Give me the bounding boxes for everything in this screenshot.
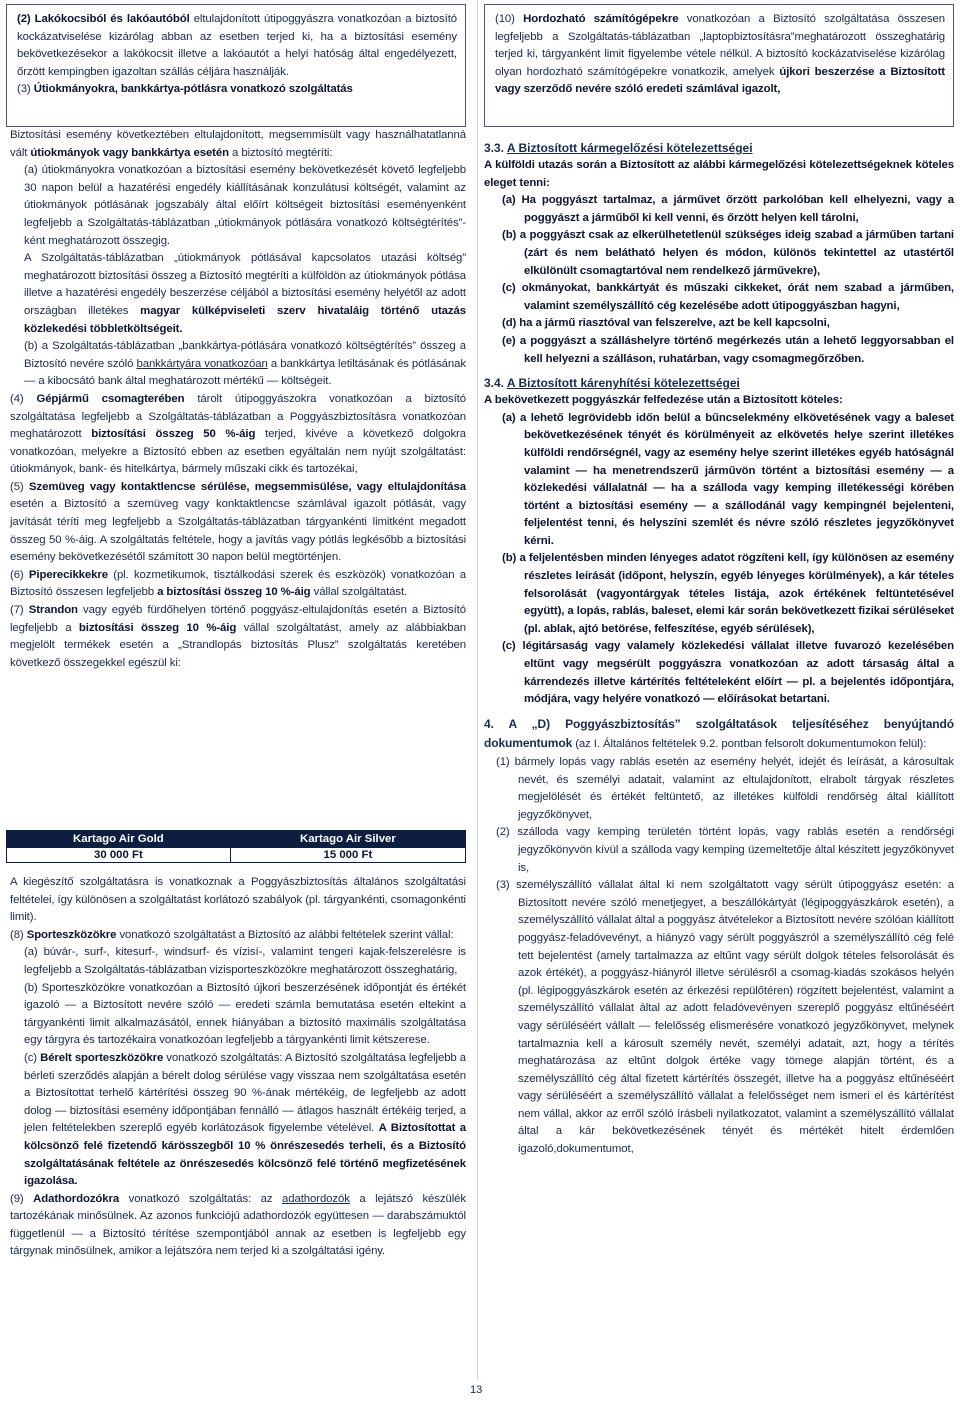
section-3-body [6,127,466,672]
section-4-item: (2) szálloda vagy kemping területén történt lopás, vagy rablás esetén a rendőrségi jegyzőkönyvön kívül a szálloda vagy kemping üzemeltetője által készített jegyzőkönyvet is, [496,826,954,874]
section-3-3-item: (b) a poggyászt csak az elkerülhetetlenül szükséges ideig szabad a járműben tartani (zárt és nem belátható helyen és módon, különös tekintettel az utastértől elkülönült csomagtartóval nem rendelkező járművekre), [502,229,954,277]
paragraph-8a: (a) búvár-, surf-, kitesurf-, windsurf- és vízisí-, valamint tengeri kajak-felszerelésre is legfeljebb a Szolgáltatás-táblázatban vizisporteszközökre meghatározott összeghatárig, [24,946,466,976]
paragraph-4: (4) Gépjármű csomagterében tárolt útipoggyászokra vonatkozóan a biztosító szolgáltatása legfeljebb a Szolgáltatás-táblázatban a Poggyászbiztosításra vonatkozóan meghatározott biztosítási összeg 50 %-áig terjed, kivéve a következő dolgokra vonatkozóan, melyekre a Biztosító ebben az esetben egyáltalán nem nyújt szolgáltatást: útiokmányok, bank- és hitelkártya, bármely műszaki cikk és tartozékai, [10,392,466,476]
page-number: 13 [470,1384,483,1396]
section-3-3-item: (e) a poggyászt a szálláshelyre történő megérkezés után a lehető leggyorsabban el kell helyezni a szálláson, ruhatárban, vagy csomagmegőrzőben. [502,334,954,365]
section-3-4-intro: A bekövetkezett poggyászkár felfedezése után a Biztosított köteles: [484,394,843,407]
kartago-table [6,830,466,863]
paragraph-10: (10) Hordozható számítógépekre vonatkozóan a Biztosító szolgáltatása összesen legfeljebb a Szolgáltatás-táblázatban „laptopbiztosításra”meghatározott összeghatárig terjed ki, tárgyanként limit figyelembe vétele nélkül. A biztosító kockázatviselése kizárólag olyan hordozható számítógépekre vonatkozik, amelyek újkori beszerzése a Biztosított vagy szerződő nevére szóló eredeti számlával igazolt, [495,13,945,96]
section-3-4-item: (c) légitársaság vagy valamely közlekedési vállalat illetve fuvarozó kezelésében eltűnt vagy megsérült poggyászra vonatkozóan az adott társaság által a kárrendezés illetve kártérítés feltételeként előírt — pl. a bejelentés időpontjára, módjára, vagy helyére vonatkozó — előírásokat betartani. [502,640,954,706]
column-divider [477,0,478,1380]
kartago-gold-value: 30 000 Ft [7,848,231,863]
section-3-3-item: (a) Ha poggyászt tartalmaz, a járművet őrzött parkolóban kell elhelyezni, vagy a poggyászt a járműből ki kell venni, és őrzött helyen kell tárolni, [502,194,954,224]
paragraph-6: (6) Piperecikkekre (pl. kozmetikumok, tisztálkodási szerek és eszközök) vonatkozóan a Biztosító összesen legfeljebb a biztosítási összeg 10 %-áig vállal szolgáltatást. [10,568,466,599]
paragraph-3-heading: Útiokmányokra, bankkártya-pótlásra vonatkozó szolgáltatás [33,83,353,96]
paragraph-2-text: eltulajdonított útipoggyászra vonatkozóan a biztosító kockázatviselése kizárólag abban az esetben terjed ki, ha a biztosítási esemény bekövetkezésekor a lakókocsit illetve a lakóautót a helyi hatóság által engedélyezett, őrzött kempingben igazoltan szállás céljára használják. [17,13,457,78]
paragraph-3a: (a) útiokmányokra vonatkozóan a biztosítási esemény bekövetkezését követő legfeljebb 30 napon belül a hazatérési engedély kiállításának konzulátusi költségét, valamint az útiokmányok pótlásának jogszabály által előírt költségeit biztosítási eseményenként legfeljebb a Szolgáltatás-táblázatban „útiokmányok pótlására vonatkozó költségtérítés”- ként meghatározott összegig. [24,164,466,247]
section-3-4-item: (b) a feljelentésben minden lényeges adatot rögzíteni kell, így különösen az esemény részletes leírását (időpont, helyszín, egyéb lényeges körülmények), a kár tételes felsorolását (vagyontárgyak tételes listája, azok értékének feltüntetésével együtt), a lopás, rablás, baleset, elemi kár során bekövetkezett fizikai sérüléseket (pl. ablak, ajtó betörése, felfeszítése, egyéb sérülések), [502,552,954,635]
section-3-3 [484,139,954,1159]
section-3-3-heading: 3.3. A Biztosított kármegelőzési kötelezettségei [484,141,753,155]
paragraph-2-label: (2) Lakókocsiból és lakóautóból [17,13,190,25]
paragraph-3-text: Biztosítási esemény következtében eltulajdonított, megsemmisült vagy használhatatlanná vált útiokmányok vagy bankkártya esetén a biztosító megtéríti: [10,129,466,159]
paragraph-7b: A kiegészítő szolgáltatásra is vonatkoznak a Poggyászbiztosítás általános szolgáltatási feltételei, így különösen a szolgáltatást korlátozó szabályok (pl. tárgyankénti, csomagonkénti limit). [10,876,466,924]
section-2-box [6,4,466,127]
section-4-heading: 4. A „D) Poggyászbiztosítás” szolgáltatások teljesítéséhez benyújtandó dokumentumok (az I. Általános feltételek 9.2. pontban felsorolt dokumentumokon felül): [484,716,954,751]
section-3-3-item: (d) ha a jármű riasztóval van felszerelve, azt be kell kapcsolni, [502,317,830,330]
paragraph-7: (7) Strandon vagy egyéb fürdőhelyen történő poggyász-eltulajdonítás esetén a Biztosító legfeljebb a biztosítási összeg 10 %-áig vállal szolgáltatást, amely az alábbiakban megjelölt termékek esetén a „Strandlopás biztosítás Plusz” szolgáltatás keretében következő összegekkel egészül ki: [10,604,466,669]
section-4-item: (3) személyszállító vállalat által ki nem szolgáltatott vagy sérült útipoggyász esetén: a Biztosított nevére szóló menetjegyet, a beszállókártyát (légipoggyászkárok esetén), a személyszállító vállalat által a poggyász átvételekor a Biztosított nevére szólóan kiállított poggyász-feladóvevényt, a hiányzó vagy sérült poggyászról a személyszállító cég felé tett bejelentést (amely tartalmazza az eltűnt vagy sérült dolgok tételes felsorolását és azok értékét), a poggyász-hiányról illetve sérülésről a csomag-kiadás szokásos helyén (pl. légipoggyászkárok esetén az érkezési repülőtéren) rögzített bejelentést, valamint a személyszállító vállalat által az adott feladóvevényen szereplő poggyász eltűnéséért vagy sérüléséért vállalt — felelősség elismerésére vonatkozó jegyzőkönyvet, melynek tartalmaznia kell a károsult személy nevét, személyi adatait, azt, hogy a térítés meghatározása az eltűnt dolgok értéke vagy tömege alapján történt, és a személyszállító cég által fizetett kártérítés összegét, illetve ha a poggyász eltűnéséért vagy sérüléséért a személyszállító vállalat a felelősséget nem ismeri el és kártérítést nem vállal, akkor az erről szóló írásbeli nyilatkozatot, valamint a személyszállító vállalat által a kár bekövetkezésének tényét és mértékét hitelt érdemlően igazoló,dokumentumot, [496,879,954,1156]
section-7b-onward [6,874,466,1261]
paragraph-5: (5) Szemüveg vagy kontaktlencse sérülése, megsemmisülése, vagy eltulajdonítása esetén a Biztosító a szemüveg vagy konktaktlencse számlával igazolt pótlását, vagy javítását téríti meg legfeljebb a Szolgáltatás-táblázatban tárgyankénti limitként megadott összeg 50 %-áig. A szolgáltatás feltétele, hogy a javítás vagy pótlás legkésőbb a biztosítási esemény bekövetkezésétől számított 30 napon belül megtörténjen. [10,480,466,564]
paragraph-3 [17,81,457,99]
section-3-3-item: (c) okmányokat, bankkártyát és műszaki cikkeket, órát nem szabad a járműben, valamint személyszállító cég kezelésébe adott útipoggyászban hagyni, [502,282,954,312]
section-4-item: (1) bármely lopás vagy rablás esetén az esemény helyét, idejét és leírását, a károsultak nevét, és személyi adatait, valamint az eltulajdonított, elrabolt tárgyak részletes megjelölését és értékét feltüntető, az illetékes külföldi rendőrség által kiállított jegyzőkönyvet, [496,756,954,821]
kartago-silver-header: Kartago Air Silver [230,831,465,848]
paragraph-9: (9) Adathordozókra vonatkozó szolgáltatás: az adathordozók a lejátszó készülék tartozékának minősülnek. Az azonos funkciójú adathordozók együttesen — darabszámuktól függetlenül — a Biztosító térítése szempontjából annak az esetben is legfeljebb egy tárgynak minősülnek, amikor a lejátszóra nem terjed ki a szolgáltatási igény. [10,1192,466,1258]
paragraph-3b: (b) a Szolgáltatás-táblázatban „bankkártya-pótlására vonatkozó költségtérítés” összeg a Biztosító nevére szóló bankkártyára vonatkozóan a bankkártya letiltásának és pótlásának — a kibocsátó bank által meghatározott mértékű — költségeit. [24,340,466,388]
section-3-4-heading: 3.4. A Biztosított kárenyhítési kötelezettségei [484,376,740,391]
paragraph-2 [17,11,457,81]
paragraph-8b: (b) Sporteszközökre vonatkozóan a Biztosító újkori beszerzésének időpontját és értékét igazoló — a Biztosított nevére szóló — eredeti számla bemutatása esetén eltekint a tárgyankénti limit alkalmazásától, ennek hiányában a biztosító maximális szolgáltatása egy tárgyra és tartozékaira vonatkozóan legfeljebb a tárgyankénti limit kétszerese. [24,981,466,1047]
kartago-table-wrap [6,830,466,863]
section-3-4-item: (a) a lehető legrövidebb időn belül a bűncselekmény elkövetésének vagy a baleset bekövetkezésének tényét és körülményeit az elkövetés helye szerint illetékes külföldi rendőrségnél, vagy az esemény helye szerint illetékes egyéb hatóságnál valamint — ha menetrendszerű járművön történt a biztosítási esemény — a közlekedési vállalatnál — ha a szálloda vagy kemping illetékességi körében történt a biztosítási esemény — a szállodánál vagy kempingnél bejelenteni, feljelentést tenni, és helyszíni szemlét és névre szóló részletes jegyzőkönyvet kérni. [502,411,954,547]
paragraph-3-num: (3) [17,83,31,96]
section-3-3-intro: A külföldi utazás során a Biztosított az alábbi kármegelőzési kötelezettségeknek köteles eleget tenni: [484,159,954,189]
section-10-box [484,4,954,127]
paragraph-8c: (c) Bérelt sporteszközökre vonatkozó szolgáltatás: A Biztosító szolgáltatása legfeljebb a bérleti szerződés alapján a bérelt dolog sérülése vagy visszaa nem szolgáltatása esetén a Biztosítottat terhelő kártérítési összeg 90 %-ának mértékéig, de legfeljebb az adott dolog — biztosítási esemény időpontjában fennálló — átlagos használt értékéig terjed, a jelen feltételekben szereplő egyéb korlátozások figyelembe vételével. A Biztosítottat a kölcsönző felé fizetendő kárösszegből 10 % önrészesedés terheli, és a Biztosító szolgáltatásának feltétele az önrészesedés kölcsönző felé történő megfizetésének igazolása. [24,1051,466,1188]
paragraph-8: (8) Sporteszközökre vonatkozó szolgáltatást a Biztosító az alábbi feltételek szerint vállal: [10,928,454,941]
kartago-gold-header: Kartago Air Gold [7,831,231,848]
kartago-silver-value: 15 000 Ft [230,848,465,863]
paragraph-3a2: A Szolgáltatás-táblázatban „útiokmányok pótlásával kapcsolatos utazási költség” meghatározott biztosítási összeg a Biztosító megtéríti a külföldön az útiokmányok pótlása illetve a hazatérési engedély beszerzése céljából a biztosítási esemény helyétől az adott országban illetékes magyar külképviseleti szerv hivataláig történő utazás közlekedési többletköltségeit. [24,252,466,335]
